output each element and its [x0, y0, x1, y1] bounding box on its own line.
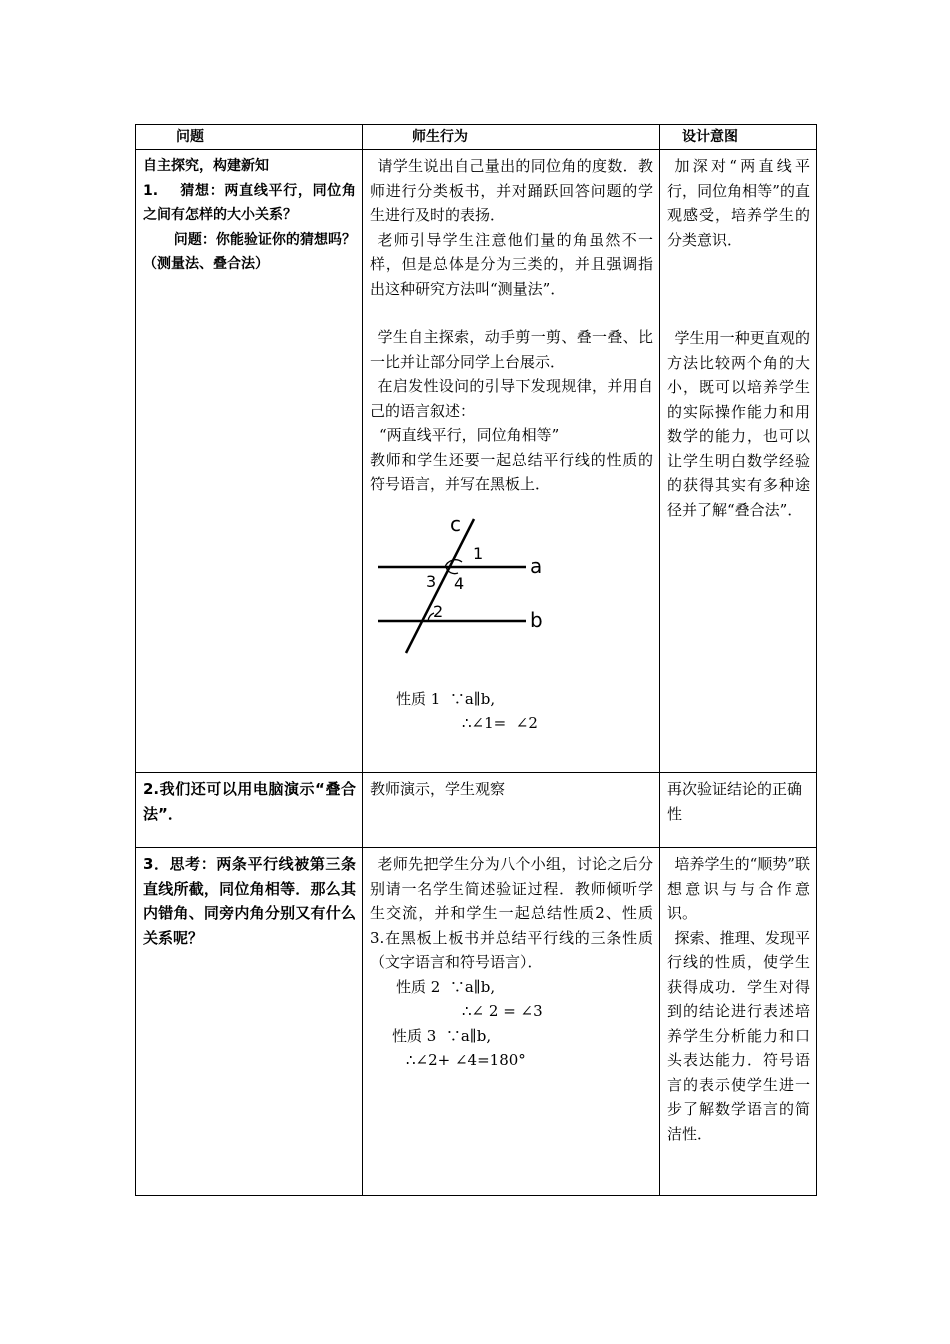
- table-row: [136, 773, 817, 848]
- table-header-row: [136, 125, 817, 150]
- behavior-paragraph: 教师和学生还要一起总结平行线的性质的符号语言，并写在黑板上．: [370, 450, 653, 493]
- header-question: 问题: [136, 125, 363, 150]
- property-1-conclusion: ∴∠1= ∠2: [462, 714, 538, 732]
- conjecture-text: 猜想：两直线平行，同位角之间有怎样的大小关系？: [143, 182, 356, 223]
- behavior-cell: [363, 150, 660, 773]
- intent-paragraph: 加深对“两直线平行，同位角相等”的直观感受，培养学生的分类意识．: [667, 157, 810, 249]
- intent-cell: [660, 150, 817, 773]
- label-b: b: [530, 607, 543, 632]
- label-1: 1: [473, 543, 484, 563]
- behavior-paragraph: 老师先把学生分为八个小组，讨论之后分别请一名学生简述验证过程．教师倾听学生交流，并和学生一起总结性质2、性质 3.在黑板上板书并总结平行线的三条性质（文字语言和符号语言）．: [370, 855, 653, 971]
- question-cell: 3．思考：两条平行线被第三条直线所截，同位角相等．那么其内错角、同旁内角分别又有什么关系呢？: [136, 848, 363, 1196]
- property-2-conclusion: ∴∠ 2 = ∠3: [462, 1002, 543, 1020]
- header-intent: 设计意图: [660, 125, 817, 150]
- behavior-paragraph: 老师引导学生注意他们量的角虽然不一样，但是总体是分为三类的，并且强调指出这种研究方法叫“测量法”．: [370, 230, 653, 298]
- intent-paragraph: 培养学生的“顺势”联想意识与与合作意识。: [667, 855, 810, 922]
- label-c: c: [450, 511, 461, 536]
- label-a: a: [530, 553, 543, 578]
- behavior-cell: [363, 848, 660, 1196]
- property-3-given: 性质 3 ∵a∥b,: [392, 1026, 492, 1045]
- verify-question: 问题：你能验证你的猜想吗？（测量法、叠合法）: [143, 231, 356, 272]
- property-3-conclusion: ∴∠2+ ∠4=180°: [406, 1051, 526, 1069]
- intent-paragraph: 学生用一种更直观的方法比较两个角的大小，既可以培养学生的实际操作能力和用数学的能力，也可以让学生明白数学经验的获得其实有多种途径并了解“叠合法”．: [667, 329, 810, 519]
- label-2: 2: [433, 601, 444, 621]
- intent-cell: [660, 848, 817, 1196]
- section-title: 自主探究，构建新知: [143, 158, 269, 174]
- behavior-paragraph: 学生自主探索，动手剪一剪、叠一叠、比一比并让部分同学上台展示．: [370, 328, 653, 371]
- property-1-given: 性质 1 ∵a∥b,: [396, 689, 496, 708]
- behavior-paragraph: “两直线平行，同位角相等”: [379, 426, 560, 444]
- behavior-cell: 教师演示，学生观察: [363, 773, 660, 848]
- table-row: [136, 848, 817, 1196]
- behavior-paragraph: 在启发性设问的引导下发现规律，并用自己的语言叙述：: [370, 377, 653, 420]
- behavior-paragraph: 请学生说出自己量出的同位角的度数．教师进行分类板书，并对踊跃回答问题的学生进行及时的表扬．: [370, 157, 653, 224]
- table-row: [136, 150, 817, 773]
- label-4: 4: [454, 573, 465, 593]
- question-cell: 2.我们还可以用电脑演示“叠合法”．: [136, 773, 363, 848]
- intent-cell: 再次验证结论的正确性: [660, 773, 817, 848]
- lesson-plan-table: [135, 124, 817, 1196]
- item-number: 1.: [143, 182, 159, 199]
- intent-paragraph: 探索、推理、发现平行线的性质，使学生获得成功．学生对得到的结论进行表述培养学生分析能力和口头表达能力．符号语言的表示使学生进一步了解数学语言的简洁性．: [667, 928, 810, 1143]
- header-behavior: 师生行为: [363, 125, 660, 150]
- label-3: 3: [426, 571, 437, 591]
- parallel-lines-diagram: [370, 511, 570, 661]
- property-2-given: 性质 2 ∵a∥b,: [396, 977, 496, 996]
- question-cell: [136, 150, 363, 773]
